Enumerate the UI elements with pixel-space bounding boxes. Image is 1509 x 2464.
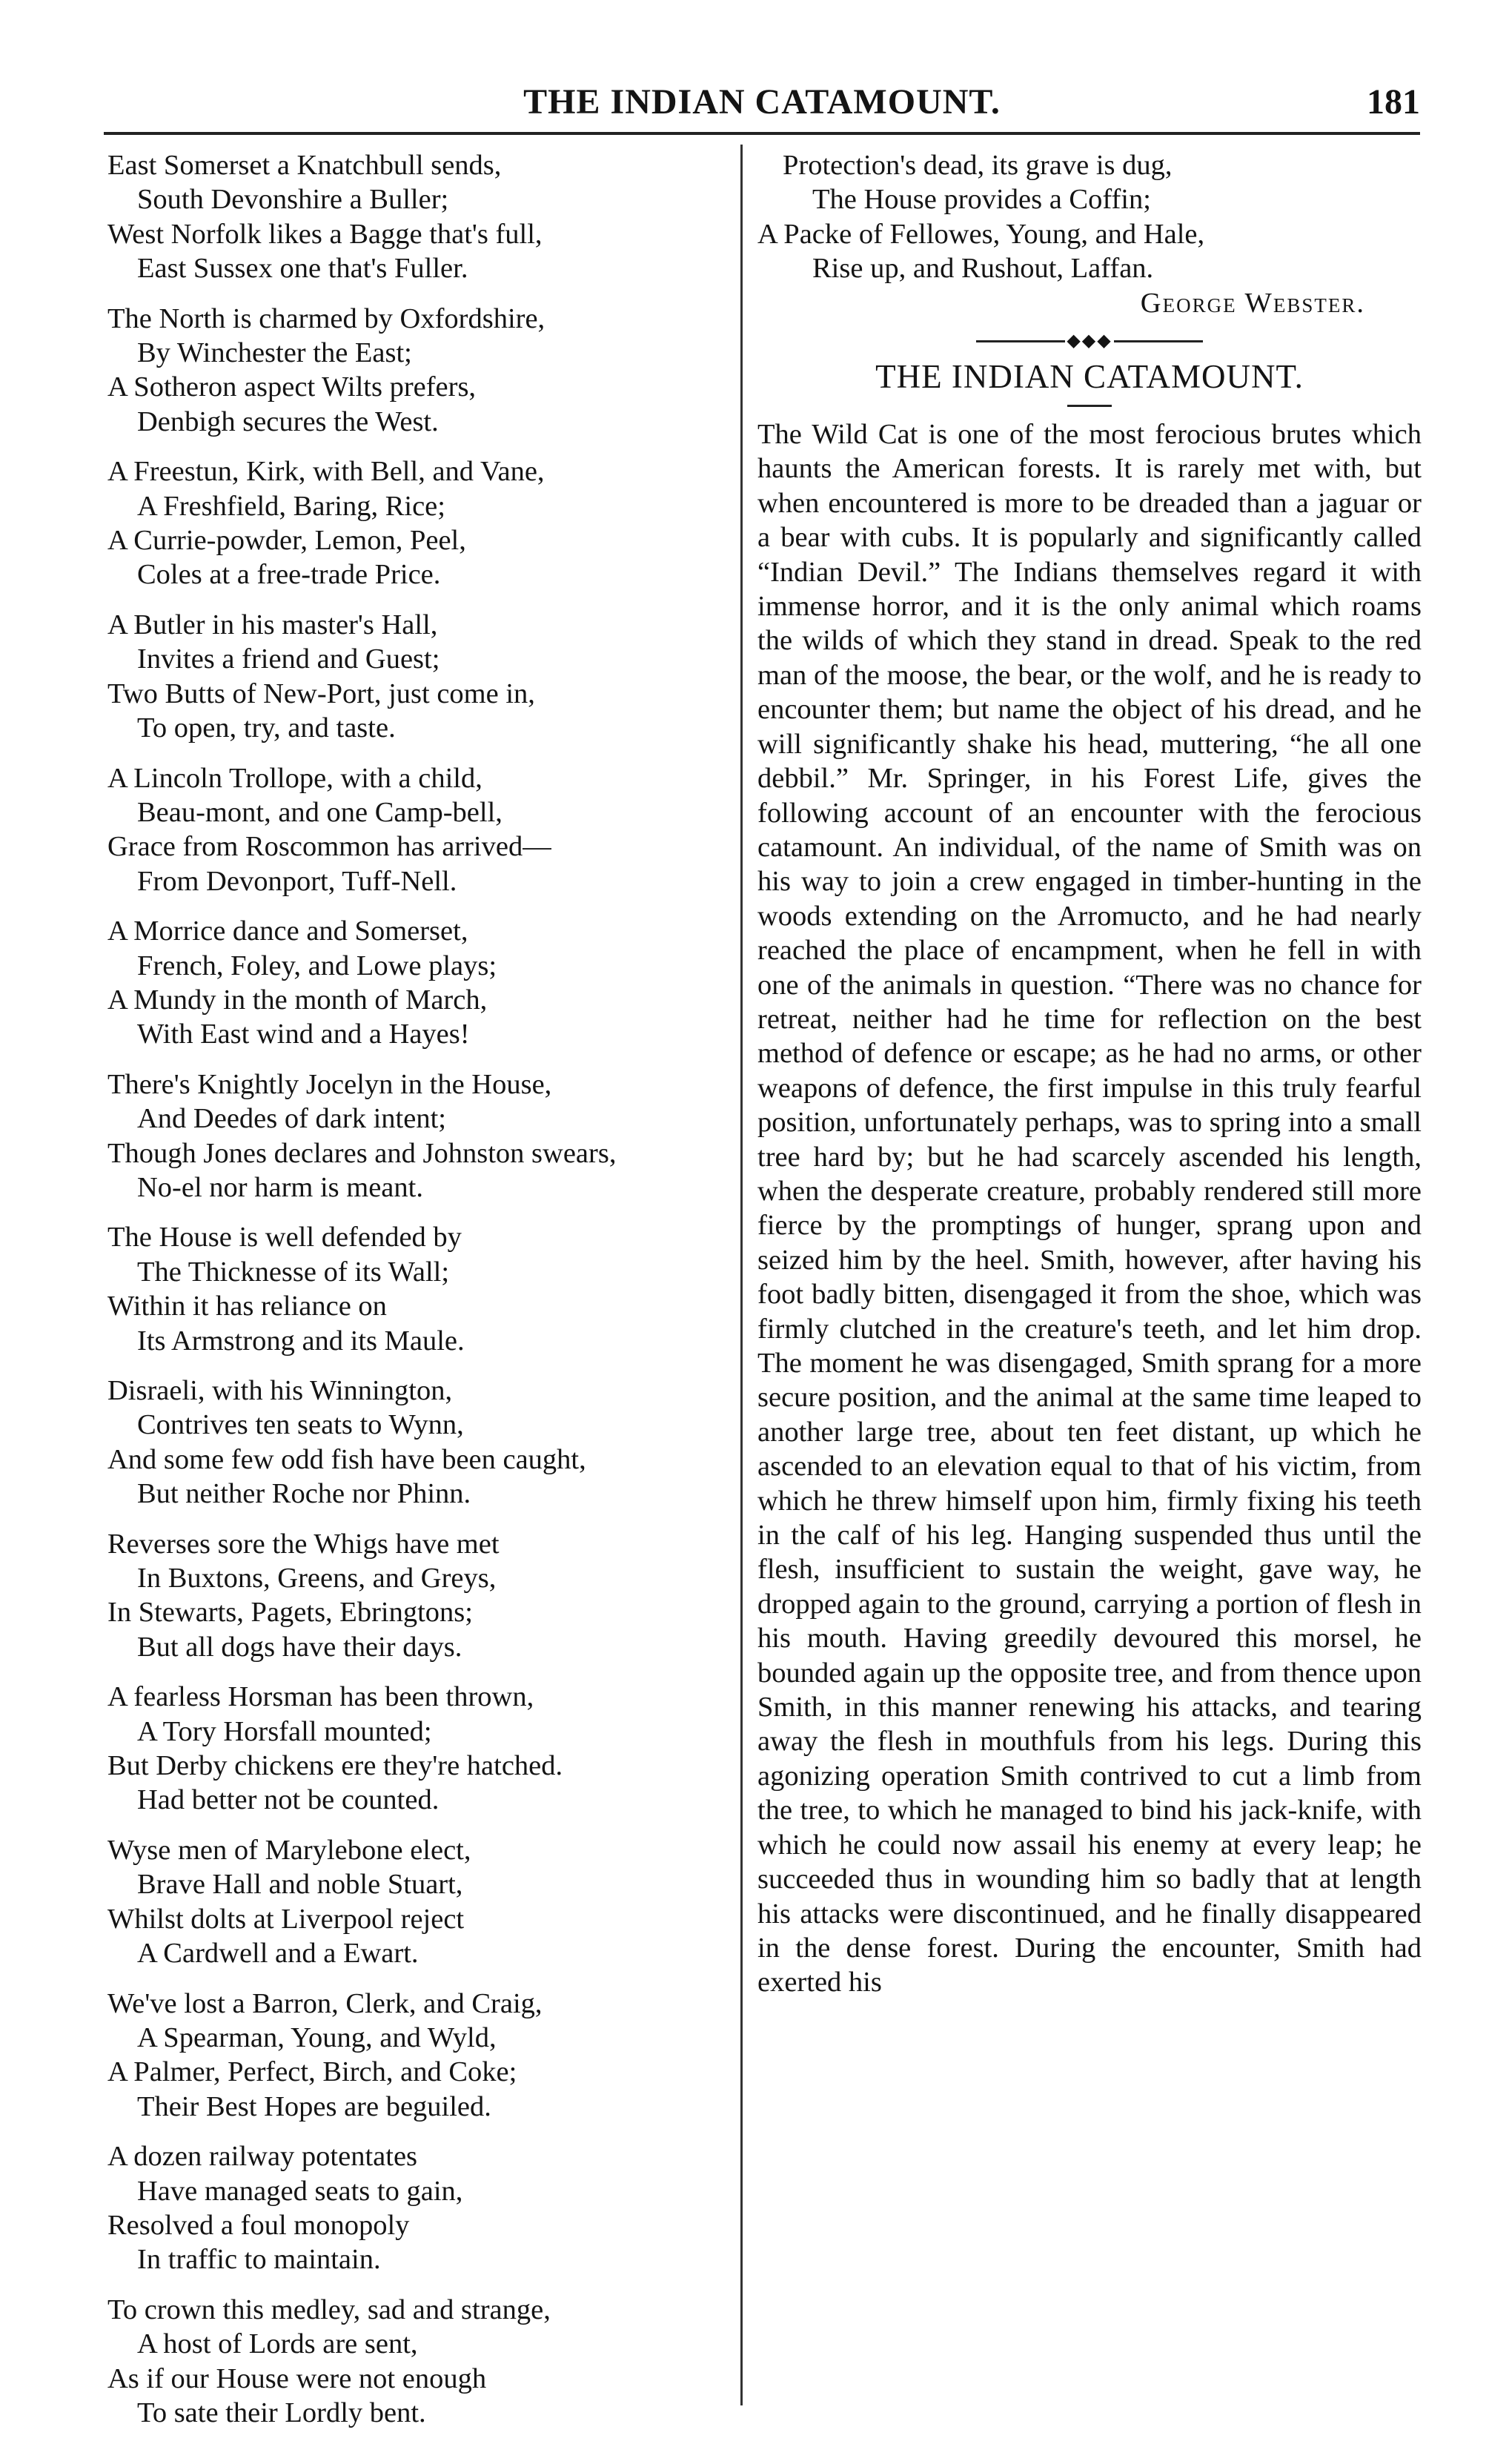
poem-line: Within it has reliance on	[107, 1291, 387, 1322]
poem-line: To crown this medley, sad and strange,	[107, 2294, 551, 2325]
poem-line: Whilst dolts at Liverpool reject	[107, 1903, 465, 1935]
poem-stanza	[107, 1220, 723, 1358]
poem-line: And Deedes of dark intent;	[137, 1103, 446, 1135]
poem-line: Grace from Roscommon has arrived—	[107, 831, 551, 863]
poem-line: A Butler in his master's Hall,	[107, 609, 438, 640]
poem-stanza	[107, 2139, 723, 2277]
poem-stanza	[107, 302, 723, 440]
poem-line: A dozen railway potentates	[107, 2141, 418, 2173]
poem-line: Have managed seats to gain,	[137, 2175, 463, 2207]
poem-line: In traffic to maintain.	[137, 2244, 381, 2276]
poem-line: To sate their Lordly bent.	[137, 2397, 426, 2428]
poem-line: But all dogs have their days.	[137, 1631, 462, 1663]
poem-line: From Devonport, Tuff-Nell.	[137, 865, 457, 897]
poem-line: A Cardwell and a Ewart.	[137, 1938, 419, 1970]
poem-line: A Spearman, Young, and Wyld,	[137, 2021, 497, 2053]
poem-line: Wyse men of Marylebone elect,	[107, 1834, 471, 1866]
right-column	[757, 148, 1422, 2000]
poem-line: East Sussex one that's Fuller.	[137, 253, 468, 285]
column-divider	[740, 145, 743, 2405]
running-title: THE INDIAN CATAMOUNT.	[523, 82, 1001, 122]
article-title: THE INDIAN CATAMOUNT.	[875, 358, 1304, 396]
poem-line: Invites a friend and Guest;	[137, 643, 440, 675]
poem-line: Had better not be counted.	[137, 1784, 440, 1816]
poem-stanza	[107, 761, 723, 899]
poem-stanza	[107, 1067, 723, 1205]
poem-line: We've lost a Barron, Clerk, and Craig,	[107, 1987, 543, 2019]
poem-line: The House provides a Coffin;	[812, 184, 1151, 216]
poem-line: A fearless Horsman has been thrown,	[107, 1681, 534, 1713]
poem-line: Its Armstrong and its Maule.	[137, 1325, 465, 1357]
poem-stanza	[107, 2293, 723, 2431]
poem-line: A Lincoln Trollope, with a child,	[107, 762, 482, 794]
poem-line: Disraeli, with his Winnington,	[107, 1375, 453, 1406]
poem-line: Beau-mont, and one Camp-bell,	[137, 796, 503, 828]
poem-line: West Norfolk likes a Bagge that's full,	[107, 218, 543, 250]
poem-stanza	[107, 1987, 723, 2124]
poem-line: A host of Lords are sent,	[137, 2328, 418, 2360]
poem-line: Two Butts of New-Port, just come in,	[107, 678, 535, 709]
page-header	[104, 80, 1420, 132]
poem-line: French, Foley, and Lowe plays;	[137, 950, 497, 981]
poem-line: A Freestun, Kirk, with Bell, and Vane,	[107, 456, 545, 488]
poem-stanza	[107, 914, 723, 1052]
poem-stanza	[107, 1833, 723, 1971]
poem-line: No-el nor harm is meant.	[137, 1171, 423, 1203]
poem-line: By Winchester the East;	[137, 337, 412, 369]
article-paragraph: The Wild Cat is one of the most ferocious brutes which haunts the American forests. It is rarely met with, but when encountered is more to be dreaded than a jaguar or a bear with cubs. It is popularly and significantly called “Indian Devil.” The Indians themselves regard it with immense horror, and it is the only animal which roams the wilds of which they stand in dread. Speak to the red man of the moose, the bear, or the wolf, and he is ready to encounter them; but name the object of his dread, and he will significantly shake his head, muttering, “he all one debbil.” Mr. Springer, in his Forest Life, gives the following account of an encounter with the ferocious catamount. An individual, of the name of Smith was on his way to join a crew engaged in timber-hunting in the woods extending on the Arromucto, and he had nearly reached the place of encampment, when he fell in with one of the animals in question. “There was no chance for retreat, neither had he time for reflection on the best method of defence or escape; as he had no arms, or other weapons of defence, the first impulse in this truly fearful position, unfortunately perhaps, was to spring into a small tree hard by; but he had scarcely ascended his length, when the desperate creature, probably rendered still more fierce by the promptings of hunger, sprang upon and seized him by the heel. Smith, however, after having his foot badly bitten, disengaged it from the shoe, which was firmly clutched in the creature's teeth, and let him drop. The moment he was disengaged, Smith sprang for a more secure position, and the animal at the same time leaped to another large tree, about ten feet distant, up which he ascended to an elevation equal to that of his victim, from which he threw himself upon him, firmly fixing his teeth in the calf of his leg. Hanging suspended thus until the flesh, insufficient to sustain the weight, gave way, he dropped again to the ground, carrying a portion of flesh in his mouth. Having greedily devoured this morsel, he bounded again up the opposite tree, and from thence upon Smith, in this manner renewing his attacks, and tearing away the flesh in mouthfuls from his legs. During this agonizing operation Smith contrived to cut a limb from the tree, to which he managed to bind his jack-knife, with which he could now assail his enemy at every leap; he succeeded thus in wounding him so badly that at length his attacks were discontinued, and he finally disappeared in the dense forest. During the encounter, Smith had exerted his	[757, 419, 1422, 1998]
poem-line: Coles at a free-trade Price.	[137, 559, 441, 591]
poem-line: Brave Hall and noble Stuart,	[137, 1869, 463, 1901]
article-body	[757, 417, 1422, 2000]
poem-line: Resolved a foul monopoly	[107, 2209, 410, 2241]
poem-left-column	[107, 148, 723, 2445]
title-rule	[1067, 405, 1112, 407]
section-ornament	[757, 331, 1422, 351]
poem-line: To open, try, and taste.	[137, 712, 396, 744]
poem-line: Rise up, and Rushout, Laffan.	[812, 253, 1154, 285]
poem-continued	[757, 148, 1422, 286]
poem-line: The Thicknesse of its Wall;	[137, 1256, 450, 1288]
poem-line: A Freshfield, Baring, Rice;	[137, 490, 445, 522]
poem-line: A Morrice dance and Somerset,	[107, 915, 468, 947]
poem-line: In Stewarts, Pagets, Ebringtons;	[107, 1597, 473, 1629]
poem-line: A Currie-powder, Lemon, Peel,	[107, 525, 466, 557]
poem-stanza	[107, 148, 723, 286]
poem-line: A Mundy in the month of March,	[107, 984, 488, 1016]
poem-line: Denbigh secures the West.	[137, 405, 439, 437]
poem-line: But Derby chickens ere they're hatched.	[107, 1750, 563, 1782]
poem-line: Reverses sore the Whigs have met	[107, 1528, 500, 1560]
poem-stanza	[107, 454, 723, 592]
header-rule	[104, 132, 1420, 135]
poem-line: South Devonshire a Buller;	[137, 184, 449, 216]
poem-line: As if our House were not enough	[107, 2362, 487, 2394]
poem-line: A Tory Horsfall mounted;	[137, 1715, 432, 1747]
poem-signature: George Webster.	[1140, 287, 1365, 319]
page-number: 181	[1367, 82, 1420, 122]
ornament-rule-right	[1114, 340, 1203, 342]
poem-line: With East wind and a Hayes!	[137, 1019, 470, 1050]
poem-line: Protection's dead, its grave is dug,	[783, 150, 1173, 181]
poem-line: Though Jones declares and Johnston swears,	[107, 1137, 617, 1169]
poem-line: And some few odd fish have been caught,	[107, 1443, 586, 1475]
poem-line: A Sotheron aspect Wilts prefers,	[107, 371, 477, 403]
poem-line: A Palmer, Perfect, Birch, and Coke;	[107, 2056, 517, 2088]
poem-stanza	[107, 608, 723, 746]
poem-stanza	[107, 1680, 723, 1818]
poem-line: A Packe of Fellowes, Young, and Hale,	[757, 218, 1205, 250]
poem-stanza	[107, 1374, 723, 1511]
poem-line: East Somerset a Knatchbull sends,	[107, 150, 502, 181]
poem-line: Their Best Hopes are beguiled.	[137, 2090, 491, 2122]
poem-line: But neither Roche nor Phinn.	[137, 1478, 471, 1510]
poem-stanza	[107, 1527, 723, 1665]
ornament-diamonds-icon: ◆◆◆	[1067, 331, 1112, 351]
poem-line: The House is well defended by	[107, 1222, 462, 1253]
poem-line: There's Knightly Jocelyn in the House,	[107, 1068, 552, 1100]
poem-line: The North is charmed by Oxfordshire,	[107, 302, 545, 334]
ornament-rule-left	[976, 340, 1065, 342]
poem-line: Contrives ten seats to Wynn,	[137, 1409, 464, 1441]
poem-line: In Buxtons, Greens, and Greys,	[137, 1563, 497, 1594]
